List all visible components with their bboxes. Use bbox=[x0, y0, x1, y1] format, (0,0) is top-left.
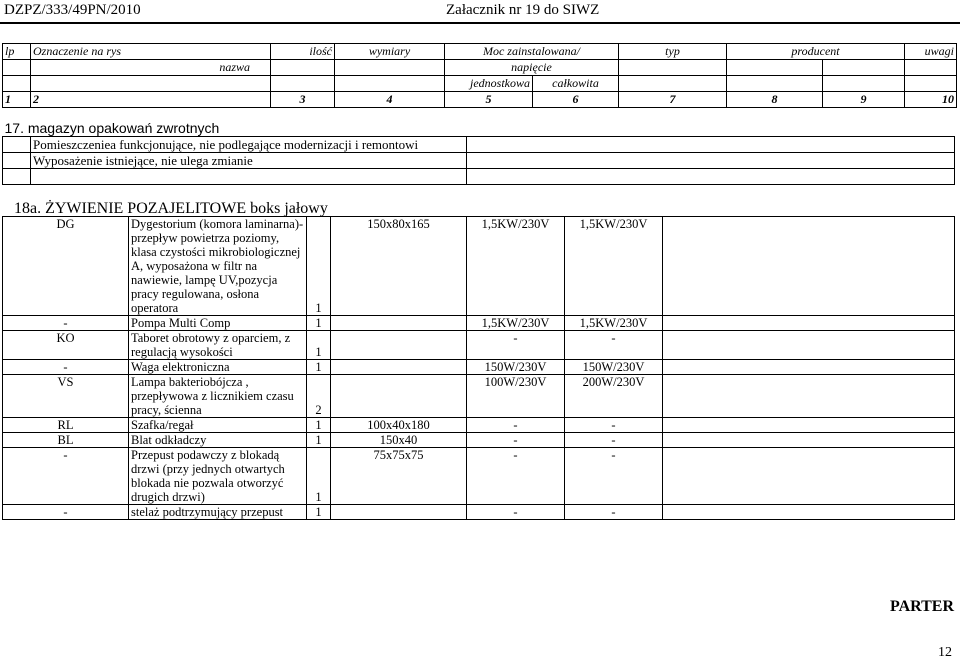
row-dimensions: 150x80x165 bbox=[331, 217, 467, 316]
col-number: 9 bbox=[823, 92, 905, 108]
row-power-total: - bbox=[565, 331, 663, 360]
table-row bbox=[3, 418, 955, 433]
col-number: 10 bbox=[905, 92, 957, 108]
row-dimensions bbox=[331, 331, 467, 360]
row-power-unit: 1,5KW/230V bbox=[467, 217, 565, 316]
row-code: - bbox=[3, 316, 129, 331]
row-notes bbox=[663, 433, 955, 448]
annex-title: Załacznik nr 19 do SIWZ bbox=[446, 2, 600, 18]
row-power-unit: - bbox=[467, 418, 565, 433]
col-napiecie: napięcie bbox=[445, 60, 619, 76]
col-typ: typ bbox=[619, 44, 727, 60]
col-number: 8 bbox=[727, 92, 823, 108]
row-code: VS bbox=[3, 375, 129, 418]
row-name: Blat odkładczy bbox=[129, 433, 307, 448]
row-quantity: 1 bbox=[307, 217, 331, 316]
col-jednostkowa: jednostkowa bbox=[445, 76, 533, 92]
col-number: 4 bbox=[335, 92, 445, 108]
col-moc: Moc zainstalowana/ bbox=[445, 44, 619, 60]
row-quantity: 1 bbox=[307, 448, 331, 505]
row-code: - bbox=[3, 448, 129, 505]
row-name: Dygestorium (komora laminarna)- przepływ powietrza poziomy, klasa czystości mikrobiologicznej A, wyposażona w filtr na nawiewie, lampę UV,pozycja pracy regulowana, osłona operatora bbox=[129, 217, 307, 316]
col-number: 6 bbox=[533, 92, 619, 108]
row-power-unit: 1,5KW/230V bbox=[467, 316, 565, 331]
section-17-title: 17. magazyn opakowań zwrotnych bbox=[4, 120, 220, 136]
row-code: BL bbox=[3, 433, 129, 448]
row-power-total: - bbox=[565, 433, 663, 448]
page-number: 12 bbox=[938, 645, 952, 660]
table-row bbox=[3, 217, 955, 316]
table-row bbox=[3, 433, 955, 448]
row-power-unit: - bbox=[467, 433, 565, 448]
row-quantity: 2 bbox=[307, 375, 331, 418]
row-quantity: 1 bbox=[307, 418, 331, 433]
col-ilosc: ilość bbox=[271, 44, 335, 60]
col-wymiary: wymiary bbox=[335, 44, 445, 60]
row-code: - bbox=[3, 360, 129, 375]
header-divider bbox=[0, 22, 960, 24]
row-notes bbox=[663, 505, 955, 520]
col-number: 5 bbox=[445, 92, 533, 108]
col-number: 7 bbox=[619, 92, 727, 108]
col-number: 3 bbox=[271, 92, 335, 108]
row-notes bbox=[663, 418, 955, 433]
row-dimensions bbox=[331, 360, 467, 375]
table-row bbox=[3, 331, 955, 360]
row-name: Lampa bakteriobójcza , przepływowa z licznikiem czasu pracy, ścienna bbox=[129, 375, 307, 418]
section-17-line-2: Wyposażenie istniejące, nie ulega zmianie bbox=[31, 153, 467, 169]
equipment-table bbox=[2, 216, 955, 520]
row-power-unit: - bbox=[467, 505, 565, 520]
row-name: Szafka/regał bbox=[129, 418, 307, 433]
row-quantity: 1 bbox=[307, 505, 331, 520]
row-name: stelaż podtrzymujący przepust bbox=[129, 505, 307, 520]
row-power-total: - bbox=[565, 448, 663, 505]
col-lp: lp bbox=[3, 44, 31, 60]
row-power-unit: - bbox=[467, 448, 565, 505]
header-table bbox=[2, 43, 957, 108]
row-power-total: - bbox=[565, 418, 663, 433]
col-number: 1 bbox=[3, 92, 31, 108]
row-power-unit: 150W/230V bbox=[467, 360, 565, 375]
row-power-total: 150W/230V bbox=[565, 360, 663, 375]
row-name: Taboret obrotowy z oparciem, z regulacją wysokości bbox=[129, 331, 307, 360]
row-name: Przepust podawczy z blokadą drzwi (przy jednych otwartych blokada nie pozwala otworzyć drugich drzwi) bbox=[129, 448, 307, 505]
row-notes bbox=[663, 217, 955, 316]
row-dimensions bbox=[331, 316, 467, 331]
col-producent: producent bbox=[727, 44, 905, 60]
row-notes bbox=[663, 448, 955, 505]
row-code: KO bbox=[3, 331, 129, 360]
row-power-total: - bbox=[565, 505, 663, 520]
row-name: Pompa Multi Comp bbox=[129, 316, 307, 331]
row-quantity: 1 bbox=[307, 331, 331, 360]
row-quantity: 1 bbox=[307, 433, 331, 448]
row-power-unit: 100W/230V bbox=[467, 375, 565, 418]
row-dimensions: 100x40x180 bbox=[331, 418, 467, 433]
floor-label: PARTER bbox=[890, 598, 955, 615]
row-dimensions: 75x75x75 bbox=[331, 448, 467, 505]
section-18a-title: 18a. ŻYWIENIE POZAJELITOWE boks jałowy bbox=[14, 200, 328, 217]
row-notes bbox=[663, 375, 955, 418]
table-row bbox=[3, 375, 955, 418]
table-row bbox=[3, 360, 955, 375]
row-power-total: 1,5KW/230V bbox=[565, 316, 663, 331]
row-power-total: 200W/230V bbox=[565, 375, 663, 418]
col-uwagi: uwagi bbox=[905, 44, 957, 60]
row-quantity: 1 bbox=[307, 316, 331, 331]
section-17-line-1: Pomieszczeniea funkcjonujące, nie podlegające modernizacji i remontowi bbox=[31, 137, 467, 153]
row-notes bbox=[663, 360, 955, 375]
document-reference: DZPZ/333/49PN/2010 bbox=[4, 2, 141, 18]
row-code: DG bbox=[3, 217, 129, 316]
row-notes bbox=[663, 331, 955, 360]
row-code: RL bbox=[3, 418, 129, 433]
row-dimensions: 150x40 bbox=[331, 433, 467, 448]
row-power-total: 1,5KW/230V bbox=[565, 217, 663, 316]
row-code: - bbox=[3, 505, 129, 520]
row-quantity: 1 bbox=[307, 360, 331, 375]
row-power-unit: - bbox=[467, 331, 565, 360]
row-dimensions bbox=[331, 505, 467, 520]
col-oznaczenie: Oznaczenie na rys bbox=[31, 44, 271, 60]
col-number: 2 bbox=[31, 92, 271, 108]
col-calkowita: całkowita bbox=[533, 76, 619, 92]
table-row bbox=[3, 316, 955, 331]
table-row bbox=[3, 448, 955, 505]
row-name: Waga elektroniczna bbox=[129, 360, 307, 375]
row-dimensions bbox=[331, 375, 467, 418]
section-17-table bbox=[2, 121, 955, 185]
table-row bbox=[3, 505, 955, 520]
col-nazwa: nazwa bbox=[31, 60, 271, 76]
row-notes bbox=[663, 316, 955, 331]
